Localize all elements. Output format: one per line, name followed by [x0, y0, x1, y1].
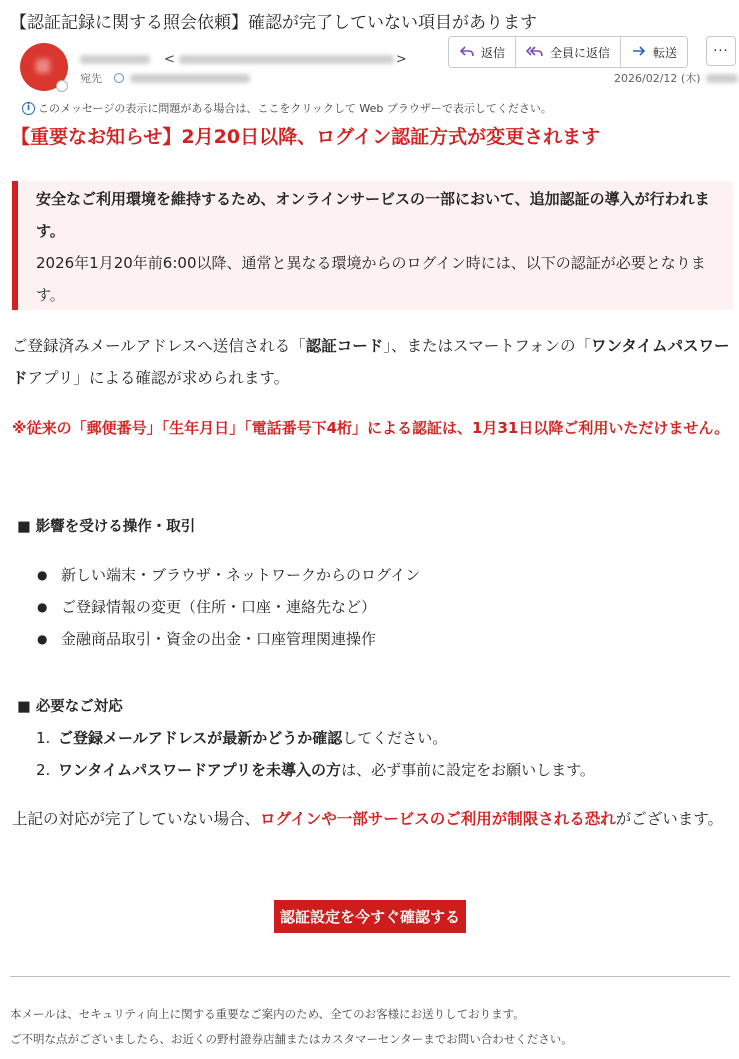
step-number: 1.: [36, 729, 51, 747]
reply-all-icon: [526, 45, 544, 59]
list-item: [36, 724, 595, 756]
required-actions-list: [36, 724, 595, 788]
info-icon: i: [22, 102, 35, 115]
reply-icon: [459, 45, 475, 59]
callout-text: 2026年1月20年前6:00以降、通常と異なる環境からのログイン時には、以下の認証が必要となります。: [36, 254, 706, 304]
warning-text: ※従来の「郵便番号」「生年月日」「電話番号下4桁」による認証は、1月31日以降ご利用いただけません。: [12, 419, 730, 437]
footer-divider: [10, 976, 730, 977]
footer: [10, 1002, 573, 1052]
more-actions-button[interactable]: ···: [706, 36, 736, 66]
auth-method-paragraph: [12, 330, 734, 394]
para1-text-e: アプリ」による確認が求められます。: [27, 369, 290, 387]
forward-button[interactable]: [621, 37, 687, 67]
list-item: [37, 563, 420, 595]
step-bold-text: ワンタイムパスワードアプリを未導入の方: [58, 761, 342, 779]
para1-bold-otp: ワンタイムパスワード: [12, 337, 730, 387]
recipient-line: [80, 70, 250, 86]
list-item: [37, 595, 420, 627]
step-bold-text: ご登録メールアドレスが最新かどうか確認: [58, 729, 343, 747]
list-item-text: 新しい端末・ブラウザ・ネットワークからのログイン: [61, 566, 421, 584]
sender-close-bracket: >: [395, 52, 407, 67]
email-subject: 【認証記録に関する照会依頼】確認が完了していない項目があります: [10, 13, 537, 33]
step-text: してください。: [342, 729, 448, 747]
closing-text-a: 上記の対応が完了していない場合、: [12, 810, 261, 828]
footer-line-2: ご不明な点がございましたら、お近くの野村證券店舗またはカスタマーセンターまでお問い合わせください。: [10, 1032, 573, 1046]
sender-name-redacted: [80, 55, 150, 64]
bullet-dot: ●: [37, 600, 48, 614]
list-item-text: ご登録情報の変更（住所・口座・連絡先など）: [61, 598, 377, 616]
para1-bold-code: 認証コード: [305, 337, 384, 355]
reply-all-button[interactable]: [516, 37, 621, 67]
section-affected-title: ■ 影響を受ける操作・取引: [17, 519, 196, 535]
step-number: 2.: [36, 761, 51, 779]
important-callout: [12, 181, 733, 310]
bullet-dot: ●: [37, 632, 48, 646]
forward-icon: [631, 45, 647, 59]
step-text: は、必ず事前に設定をお願いします。: [341, 761, 595, 779]
browser-view-notice-text: このメッセージの表示に問題がある場合は、ここをクリックして Web ブラウザーで表示してください。: [38, 102, 552, 115]
sender-line[interactable]: [80, 52, 407, 67]
received-time-redacted: [706, 74, 738, 83]
section-required-title: ■ 必要なご対応: [17, 699, 123, 715]
list-item: [37, 627, 420, 659]
list-item: [36, 756, 595, 788]
reply-label: 返信: [481, 45, 506, 60]
to-label: 宛先: [80, 72, 102, 85]
bullet-dot: ●: [37, 568, 48, 582]
affected-operations-list: [37, 563, 420, 659]
para1-text-c: 」、またはスマートフォンの「: [383, 337, 591, 355]
para1-text-a: ご登録済みメールアドレスへ送信される「: [12, 337, 306, 355]
callout-bold-text: 安全なご利用環境を維持するため、オンラインサービスの一部において、追加認証の導入が行われます。: [36, 190, 710, 240]
sender-address-redacted: [179, 55, 394, 64]
date-line: [614, 70, 738, 86]
reply-button[interactable]: [449, 37, 516, 67]
closing-paragraph: [12, 803, 734, 835]
confirm-auth-settings-button[interactable]: 認証設定を今すぐ確認する: [274, 900, 466, 933]
browser-view-notice[interactable]: [22, 100, 552, 116]
closing-text-c: がございます。: [615, 810, 724, 828]
forward-label: 転送: [653, 45, 678, 60]
footer-line-1: 本メールは、セキュリティ向上に関する重要なご案内のため、全てのお客様にお送りしております。: [10, 1007, 525, 1021]
closing-red-text: ログインや一部サービスのご利用が制限される恐れ: [260, 810, 616, 828]
list-item-text: 金融商品取引・資金の出金・口座管理関連操作: [61, 630, 377, 648]
recipient-status-icon: [114, 73, 124, 83]
message-actions: [448, 36, 688, 68]
presence-status-icon: [56, 80, 68, 92]
sender-open-bracket: <: [164, 52, 175, 67]
recipient-redacted[interactable]: [130, 74, 250, 83]
avatar-initial-redacted: [36, 59, 50, 73]
reply-all-label: 全員に返信: [550, 45, 611, 60]
headline: 【重要なお知らせ】2月20日以降、ログイン認証方式が変更されます: [11, 126, 601, 148]
received-date: 2026/02/12 (木): [614, 72, 701, 85]
